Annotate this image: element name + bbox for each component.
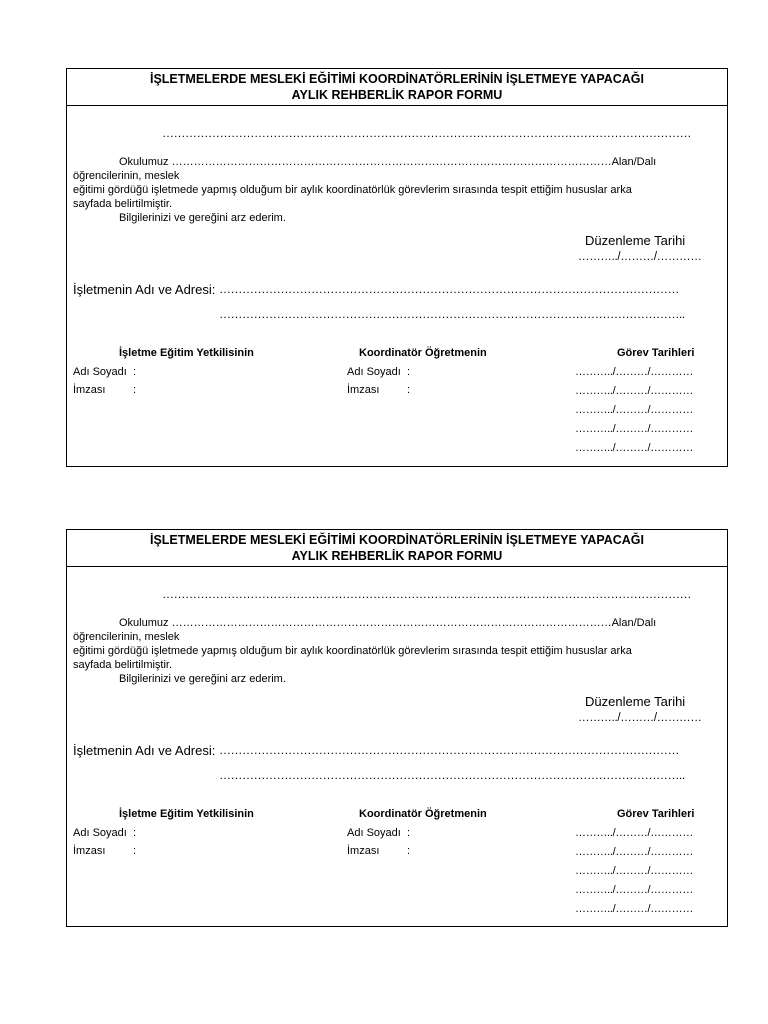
address-field-1[interactable]: ………………………………………………………………………………………………………… — [219, 743, 679, 757]
school-name-field[interactable]: ………………………………………………………………………………………………………………………… — [162, 126, 691, 140]
employer-sign-colon: : — [133, 384, 137, 396]
duty-date-field[interactable]: ………../………/………… — [575, 884, 694, 896]
report-form-2 — [66, 529, 728, 927]
form-title-line2: AYLIK REHBERLİK RAPOR FORMU — [291, 88, 503, 102]
duty-date-field[interactable]: ………../………/………… — [575, 903, 694, 915]
employer-header: İşletme Eğitim Yetkilisinin — [119, 347, 254, 359]
coordinator-header: Koordinatör Öğretmenin — [359, 808, 487, 820]
employer-sign-colon: : — [133, 845, 137, 857]
duty-date-field[interactable]: ………../………/………… — [575, 846, 694, 858]
form-title-line1: İŞLETMELERDE MESLEKİ EĞİTİMİ KOORDİNATÖRLERİNİN İŞLETMEYE YAPACAĞI — [149, 72, 645, 86]
duty-date-field[interactable]: ………../………/………… — [575, 385, 694, 397]
coordinator-sign-colon: : — [407, 845, 411, 857]
issue-date-label: Düzenleme Tarihi — [585, 233, 686, 248]
coordinator-name-label: Adı Soyadı — [347, 827, 401, 839]
school-name-field[interactable]: ………………………………………………………………………………………………………………………… — [162, 587, 691, 601]
employer-name-colon: : — [133, 827, 137, 839]
para-line-3: sayfada belirtilmiştir. — [73, 659, 173, 671]
employer-sign-label: İmzası — [73, 845, 106, 857]
address-field-1[interactable]: ………………………………………………………………………………………………………… — [219, 282, 679, 296]
employer-name-label: Adı Soyadı — [73, 366, 127, 378]
address-field-2[interactable]: ………………………………………………………………………………………………………….. — [219, 768, 685, 782]
issue-date-field[interactable]: ………../………/………… — [578, 712, 702, 724]
para-line-1: Okulumuz …………………………………………………………………………………………………………Alan/Dalı öğrencilerinin, meslek — [73, 617, 657, 643]
issue-date-field[interactable]: ………../………/………… — [578, 251, 702, 263]
coordinator-sign-label: İmzası — [347, 845, 380, 857]
employer-sign-label: İmzası — [73, 384, 106, 396]
duty-date-field[interactable]: ………../………/………… — [575, 366, 694, 378]
para-line-4: Bilgilerinizi ve gereğini arz ederim. — [119, 212, 286, 224]
coordinator-name-label: Adı Soyadı — [347, 366, 401, 378]
para-line-2: eğitimi gördüğü işletmede yapmış olduğum bir aylık koordinatörlük görevlerim sırasında tespit ettiğim hususlar arka — [73, 184, 632, 196]
form-title-line1: İŞLETMELERDE MESLEKİ EĞİTİMİ KOORDİNATÖRLERİNİN İŞLETMEYE YAPACAĞI — [149, 533, 645, 547]
intro-paragraph — [73, 616, 721, 686]
para-line-1: Okulumuz …………………………………………………………………………………………………………Alan/Dalı öğrencilerinin, meslek — [73, 156, 657, 182]
intro-paragraph — [73, 155, 721, 225]
employer-name-label: Adı Soyadı — [73, 827, 127, 839]
coordinator-sign-colon: : — [407, 384, 411, 396]
duty-date-field[interactable]: ………../………/………… — [575, 423, 694, 435]
para-line-3: sayfada belirtilmiştir. — [73, 198, 173, 210]
duty-date-field[interactable]: ………../………/………… — [575, 442, 694, 454]
report-form-1 — [66, 68, 728, 467]
para-line-2: eğitimi gördüğü işletmede yapmış olduğum bir aylık koordinatörlük görevlerim sırasında tespit ettiğim hususlar arka — [73, 645, 632, 657]
duty-date-field[interactable]: ………../………/………… — [575, 404, 694, 416]
para-line-4: Bilgilerinizi ve gereğini arz ederim. — [119, 673, 286, 685]
duty-dates-header: Görev Tarihleri — [617, 347, 695, 359]
employer-name-colon: : — [133, 366, 137, 378]
coordinator-header: Koordinatör Öğretmenin — [359, 347, 487, 359]
address-label: İşletmenin Adı ve Adresi: — [73, 282, 216, 297]
duty-date-field[interactable]: ………../………/………… — [575, 865, 694, 877]
duty-date-field[interactable]: ………../………/………… — [575, 827, 694, 839]
issue-date-label: Düzenleme Tarihi — [585, 694, 686, 709]
form-header — [67, 530, 727, 567]
form-header — [67, 69, 727, 106]
duty-dates-header: Görev Tarihleri — [617, 808, 695, 820]
employer-header: İşletme Eğitim Yetkilisinin — [119, 808, 254, 820]
address-label: İşletmenin Adı ve Adresi: — [73, 743, 216, 758]
coordinator-name-colon: : — [407, 827, 411, 839]
coordinator-sign-label: İmzası — [347, 384, 380, 396]
coordinator-name-colon: : — [407, 366, 411, 378]
form-title-line2: AYLIK REHBERLİK RAPOR FORMU — [291, 549, 503, 563]
address-field-2[interactable]: ………………………………………………………………………………………………………….. — [219, 307, 685, 321]
